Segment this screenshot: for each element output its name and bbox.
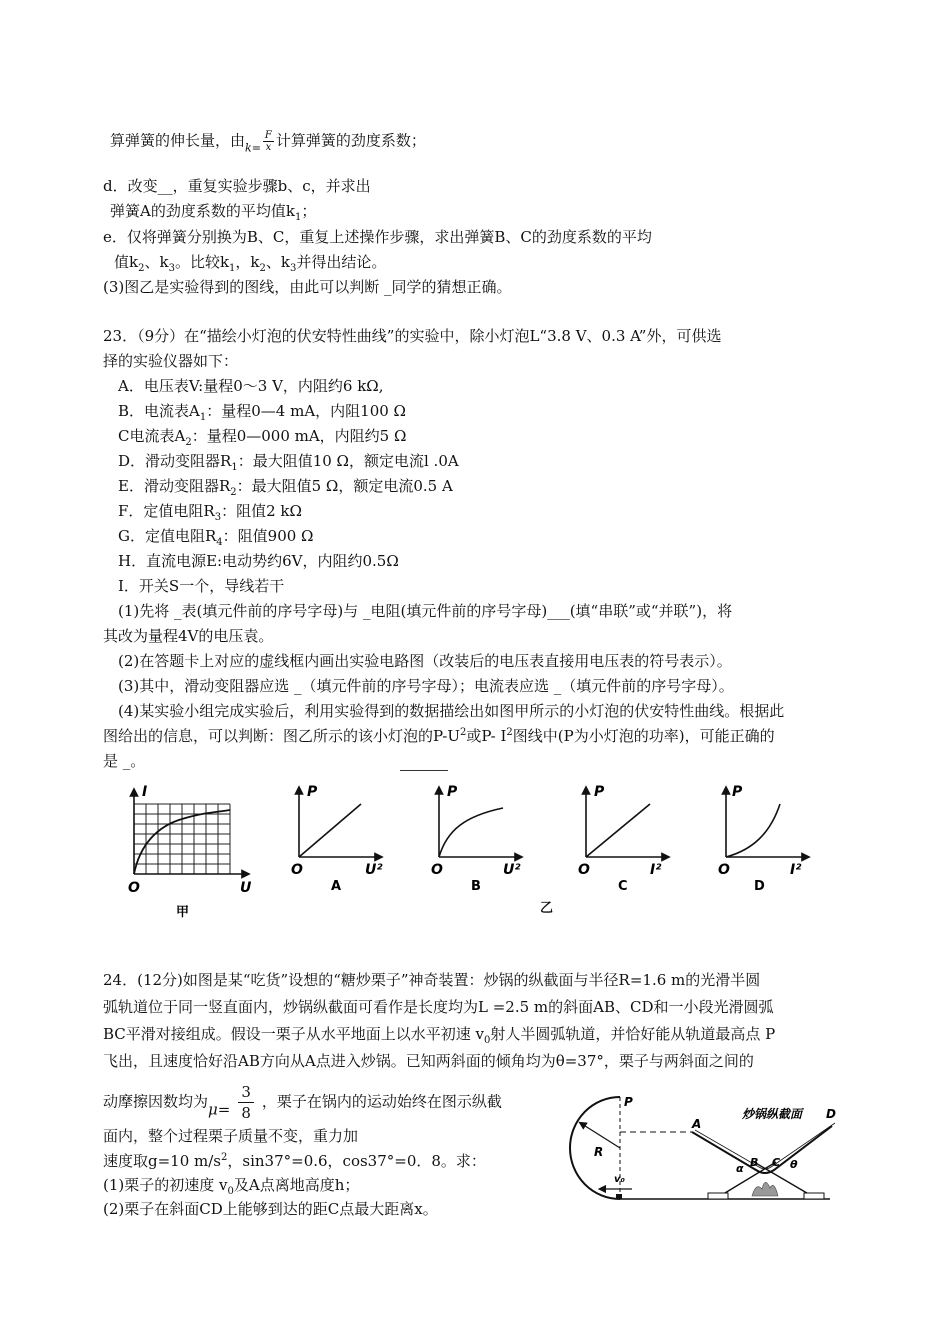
q23-option-f xyxy=(118,501,302,521)
text: 及A点离地高度h； xyxy=(233,1176,360,1194)
q23-part3: (3)其中，滑动变阻器应选 _（填元件前的序号字母）；电流表应选 _（填元件前的序号字母）。 xyxy=(118,677,734,695)
sub: 2 xyxy=(185,437,192,448)
q22-step-d: d．改变__，重复实验步骤b、c，并求出 xyxy=(103,177,371,195)
q24-line-1: 24．(12分)如图是某“吃货”设想的“糖炒栗子”神奇装置：炒锅的纵截面与半径R=1.6 m的光滑半圆 xyxy=(103,971,761,989)
y-label: I xyxy=(142,784,148,800)
text: 图线中(P为小灯泡的功率)，可能正确的 xyxy=(512,727,775,745)
q23-stem-2: 择的实验仪器如下： xyxy=(103,352,239,370)
text: 图给出的信息，可以判断：图乙所示的该小灯泡的P-U xyxy=(103,727,460,745)
y-label: P xyxy=(594,784,605,800)
graph-c xyxy=(572,782,702,902)
sub: 2 xyxy=(230,487,237,498)
text: 射人半圆弧轨道，并恰好能从轨道最高点 P xyxy=(490,1025,776,1043)
text: 弹簧A的劲度系数的平均值k xyxy=(110,202,295,220)
q23-option-g xyxy=(118,526,314,546)
curve-concave xyxy=(439,808,503,857)
text: 、k xyxy=(265,253,290,271)
q23-part4: (4)某实验小组完成实验后，利用实验得到的数据描绘出如图甲所示的小灯泡的伏安特性曲线。根据此 xyxy=(118,702,785,720)
q22-line1 xyxy=(110,130,426,159)
f-over-x-fraction xyxy=(263,130,274,153)
grid xyxy=(134,804,230,874)
text: 速度取g=10 m/s xyxy=(103,1152,222,1170)
label-b: B xyxy=(750,1156,759,1169)
q22-part3: (3)图乙是实验得到的图线，由此可以判断 _同学的猜想正确。 xyxy=(103,278,512,296)
sub: 3 xyxy=(289,263,297,274)
text: (1)栗子的初速度 v xyxy=(103,1176,228,1194)
graph-jia xyxy=(118,782,268,922)
q24-part1 xyxy=(103,1175,359,1195)
caption-c: C xyxy=(618,879,628,894)
sub: 0 xyxy=(484,1035,491,1046)
q22-step-e-cont xyxy=(114,252,386,272)
q23-part1-cont: 其改为量程4V的电压袁。 xyxy=(103,627,274,645)
diagram-title: 炒锅纵截面 xyxy=(742,1107,803,1121)
q23-part2: (2)在答题卡上对应的虚线框内画出实验电路图（改装后的电压表直接用电压表的符号表示）。 xyxy=(118,652,732,670)
x-label: U² xyxy=(365,862,383,878)
text: 值k xyxy=(114,253,139,271)
q23-option-d xyxy=(118,451,459,471)
q23-part4-cont xyxy=(103,726,775,746)
text: G．定值电阻R xyxy=(118,527,217,545)
caption-a: A xyxy=(331,879,342,894)
sup: 2 xyxy=(221,1152,228,1163)
curve-convex xyxy=(726,804,780,857)
q23-option-a: A．电压表V:量程0～3 V，内阻约6 kΩ, xyxy=(118,377,384,395)
caption-yi-text: 乙 xyxy=(540,901,554,916)
q24-line-7 xyxy=(103,1151,486,1171)
text: 。比较k xyxy=(174,253,230,271)
q23-option-i: I．开关S一个，导线若干 xyxy=(118,577,285,595)
y-label: P xyxy=(307,784,318,800)
text: 或P- I xyxy=(466,727,507,745)
text: ，sin37°=0.6，cos37°=0．8。求： xyxy=(227,1152,486,1170)
text: B．电流表A xyxy=(118,402,200,420)
mu-symbol: μ= xyxy=(208,1100,231,1119)
label-a: A xyxy=(692,1117,702,1131)
scan-mark xyxy=(400,770,448,771)
x-label: U xyxy=(240,880,252,896)
graph-a xyxy=(285,782,415,902)
origin-label: O xyxy=(578,862,590,878)
sub: 1 xyxy=(199,412,207,423)
q23-stem-1: 23．（9分）在“描绘小灯泡的伏安特性曲线”的实验中，除小灯泡L“3.8 V、0.3 A”外，可供选 xyxy=(103,327,722,345)
graph-d xyxy=(712,782,842,902)
wok-diagram xyxy=(560,1090,860,1215)
text: 动摩擦因数均为 xyxy=(103,1092,209,1111)
text: D．滑动变阻器R xyxy=(118,452,232,470)
text: C电流表A xyxy=(118,427,186,445)
text: ，栗子在锅内的运动始终在图示纵截 xyxy=(261,1092,502,1111)
sub: 4 xyxy=(216,537,223,548)
q22-step-d-cont xyxy=(110,201,316,221)
frac-den: x xyxy=(265,142,272,153)
q23-option-h: H．直流电源E:电动势约6V，内阻约0.5Ω xyxy=(118,552,399,570)
y-label: P xyxy=(447,784,458,800)
label-d: D xyxy=(826,1107,836,1121)
q24-line-4: 飞出，且速度恰好沿AB方向从A点进入炒锅。已知两斜面的倾角均为θ=37°，栗子与两斜面之间的 xyxy=(103,1052,754,1070)
sub: 1 xyxy=(231,462,238,473)
label-v0: v₀ xyxy=(614,1174,625,1185)
sub: 1 xyxy=(229,263,236,274)
q24-line-3 xyxy=(103,1024,775,1044)
q23-option-e xyxy=(118,476,453,496)
q22-step-e: e．仅将弹簧分别换为B、C，重复上述操作步骤，求出弹簧B、C的劲度系数的平均 xyxy=(103,228,652,246)
graph-b xyxy=(425,782,555,902)
mu-fraction xyxy=(238,1082,254,1123)
sub: 0 xyxy=(227,1186,234,1197)
text: BC平滑对接组成。假设一栗子从水平地面上以水平初速 v xyxy=(103,1025,485,1043)
label-alpha: α xyxy=(736,1162,744,1175)
sub: 3 xyxy=(168,263,175,274)
q24-line-5 xyxy=(103,1082,502,1123)
y-label: P xyxy=(732,784,743,800)
line-linear xyxy=(299,804,361,857)
frac-num: 3 xyxy=(238,1082,254,1103)
text: ，k xyxy=(235,253,260,271)
flame-icon xyxy=(752,1182,778,1196)
label-c: C xyxy=(772,1156,781,1169)
text: ； xyxy=(301,202,317,220)
text: ：最大阻值5 Ω，额定电流0.5 A xyxy=(236,477,453,495)
text: F．定值电阻R xyxy=(118,502,215,520)
text: ：阻值900 Ω xyxy=(222,527,314,545)
sub: 2 xyxy=(138,263,145,274)
text: ：最大阻值10 Ω，额定电流l .0A xyxy=(237,452,459,470)
frac-num: F xyxy=(264,130,272,141)
label-r: R xyxy=(594,1145,604,1159)
text: ：量程0—4 mA，内阻100 Ω xyxy=(206,402,406,420)
q23-part1: (1)先将 _表(填元件前的序号字母)与 _电阻(填元件前的序号字母)___(填“串联”或“并联”)，将 xyxy=(118,602,733,620)
line-linear xyxy=(586,804,650,857)
label-p: P xyxy=(624,1095,633,1109)
base-left xyxy=(708,1193,728,1199)
sup: 2 xyxy=(506,727,513,738)
k-symbol: k= xyxy=(245,141,261,155)
q24-line-6: 面内，整个过程栗子质量不变，重力加 xyxy=(103,1127,359,1145)
sub: 3 xyxy=(214,512,222,523)
text: E．滑动变阻器R xyxy=(118,477,231,495)
sup: 2 xyxy=(460,727,467,738)
text: 并得出结论。 xyxy=(296,253,387,271)
origin-label: O xyxy=(718,862,730,878)
base-right xyxy=(804,1193,824,1199)
q24-line-2: 弧轨道位于同一竖直面内，炒锅纵截面可看作是长度均为L =2.5 m的斜面AB、CD和一小段光滑圆弧 xyxy=(103,998,774,1016)
text: 计算弹簧的劲度系数； xyxy=(275,131,426,150)
text: ：阻值2 kΩ xyxy=(221,502,302,520)
sub: 1 xyxy=(294,212,302,223)
origin-label: O xyxy=(431,862,443,878)
x-label: I² xyxy=(650,862,662,878)
caption-jia: 甲 xyxy=(176,905,190,920)
origin-label: O xyxy=(291,862,303,878)
q24-part2: (2)栗子在斜面CD上能够到达的距C点最大距离x。 xyxy=(103,1200,438,1218)
q23-part4-end: 是 _。 xyxy=(103,752,146,770)
sub: 2 xyxy=(259,263,266,274)
caption-d: D xyxy=(754,879,765,894)
caption-b: B xyxy=(471,879,481,894)
frac-den: 8 xyxy=(241,1104,251,1122)
q23-option-c xyxy=(118,426,406,446)
chestnut xyxy=(616,1194,622,1199)
origin-label: O xyxy=(128,880,140,896)
x-label: U² xyxy=(503,862,521,878)
text: ：量程0—000 mA，内阻约5 Ω xyxy=(191,427,407,445)
text: 算弹簧的伸长量，由 xyxy=(110,131,246,150)
q23-option-b xyxy=(118,401,406,421)
text: 、k xyxy=(144,253,169,271)
label-theta: θ xyxy=(790,1158,798,1171)
k-letter: k xyxy=(245,141,252,155)
x-label: I² xyxy=(790,862,802,878)
